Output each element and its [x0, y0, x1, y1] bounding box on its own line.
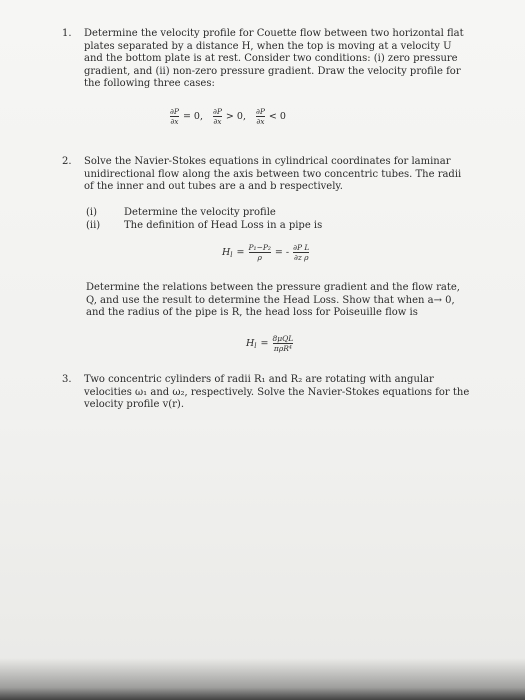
question-3-text: Two concentric cylinders of radii R₁ and R₂ are rotating with angular velocities ω₁ and ω₂, respectively. Solve the Navier-Stokes equations for the velocity profile v(r). — [84, 374, 470, 410]
bottom-shadow — [0, 658, 525, 700]
dpdx-fraction-2: $\frac{\partial P}{\partial x}$ — [212, 107, 222, 126]
dpdx-fraction-1: $\frac{\partial P}{\partial x}$ — [170, 107, 179, 126]
case-1-relation: = 0, — [182, 111, 203, 122]
question-2-paragraph: Determine the relations between the pressure gradient and the flow rate, Q, and use the result to determine the Head Loss. Show that when a→ 0, and the radius of the pipe is R, the head loss for Poiseuille flow is — [86, 282, 460, 318]
case-3-relation: < 0 — [268, 111, 286, 122]
pressure-gradient-cases — [170, 107, 286, 126]
question-2-text: Solve the Navier-Stokes equations in cylindrical coordinates for laminar unidirectional flow along the axis between two concentric tubes. The radii of the inner and out tubes are a and b respectively. — [84, 156, 462, 192]
subitem: (i) Determine the velocity profile — [86, 207, 276, 218]
question-2-subitems — [86, 207, 466, 232]
head-loss-definition: $H_l$ = $\frac{\text{P₁−P₂}}{\rho}$ = - $\frac{\text{∂P L}}{\text{∂z ρ}}$ — [222, 243, 310, 262]
question-3 — [62, 374, 472, 412]
question-1-number: 1. — [62, 28, 72, 39]
gradient-fraction: $\frac{\text{∂P L}}{\text{∂z ρ}}$ — [293, 243, 310, 262]
question-1-text: Determine the velocity profile for Couette flow between two horizontal flat plates separated by a distance H, when the top is moving at a velocity U and the bottom plate is at rest. Consider two conditions: (i) zero pressure gradient, and (ii) non-zero pressure gradient. Draw the velocity profile for the following three cases: — [84, 28, 464, 89]
question-3-number: 3. — [62, 374, 72, 385]
question-1 — [62, 28, 470, 91]
poiseuille-fraction: $\frac{\text{8μQL}}{\text{πρR⁴}}$ — [272, 334, 294, 353]
poiseuille-head-loss: $H_l$ = $\frac{\text{8μQL}}{\text{πρR⁴}}$ — [246, 334, 294, 353]
pressure-drop-fraction: $\frac{\text{P₁−P₂}}{\rho}$ — [248, 243, 271, 262]
question-2 — [62, 156, 470, 194]
case-2-relation: > 0, — [225, 111, 246, 122]
subitem: (ii) The definition of Head Loss in a pipe is — [86, 219, 323, 231]
question-2-number: 2. — [62, 156, 72, 167]
dpdx-fraction-3: $\frac{\partial P}{\partial x}$ — [255, 107, 265, 126]
